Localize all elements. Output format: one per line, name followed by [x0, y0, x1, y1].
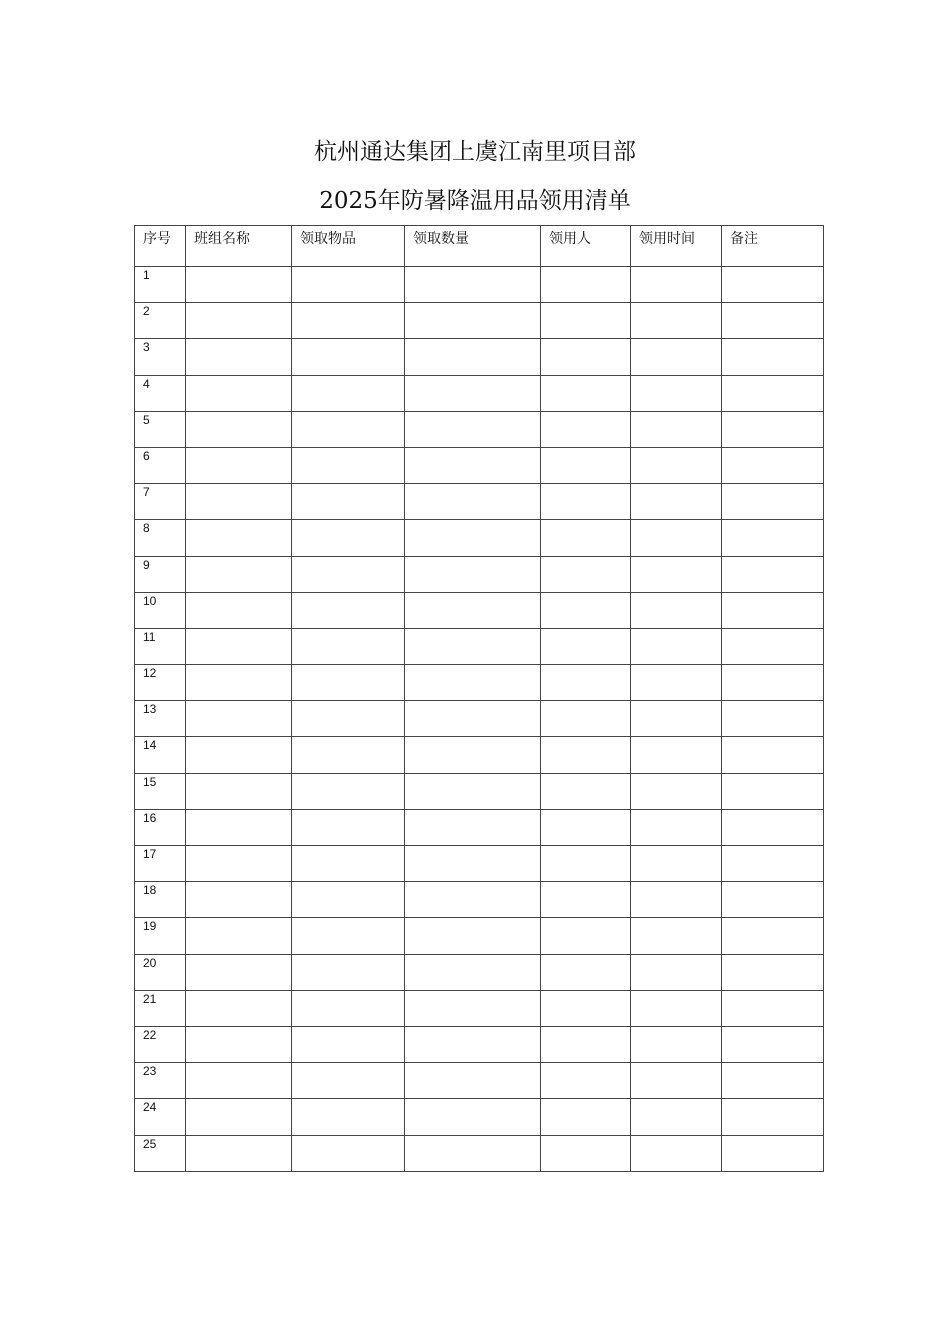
- remarks-cell: [722, 592, 824, 628]
- remarks-cell: [722, 628, 824, 664]
- recipient-cell: [541, 447, 631, 483]
- quantity-received-cell: [405, 846, 541, 882]
- recipient-cell: [541, 375, 631, 411]
- table-row: [135, 701, 824, 737]
- receipt-time-cell: [631, 846, 722, 882]
- table-body: [135, 267, 824, 1172]
- quantity-received-cell: [405, 809, 541, 845]
- item-received-cell: [292, 954, 405, 990]
- receipt-time-cell: [631, 339, 722, 375]
- team-name-cell: [186, 628, 292, 664]
- serial-number-cell: 17: [135, 846, 186, 882]
- table-header-row: [135, 226, 824, 267]
- recipient-cell: [541, 339, 631, 375]
- remarks-cell: [722, 1099, 824, 1135]
- receipt-time-cell: [631, 954, 722, 990]
- receipt-time-cell: [631, 267, 722, 303]
- team-name-cell: [186, 556, 292, 592]
- serial-number-cell: 14: [135, 737, 186, 773]
- remarks-cell: [722, 484, 824, 520]
- table-row: [135, 737, 824, 773]
- quantity-received-cell: [405, 1063, 541, 1099]
- team-name-cell: [186, 773, 292, 809]
- item-received-cell: [292, 267, 405, 303]
- receipt-time-cell: [631, 592, 722, 628]
- quantity-received-cell: [405, 447, 541, 483]
- team-name-cell: [186, 882, 292, 918]
- item-received-cell: [292, 520, 405, 556]
- item-received-cell: [292, 773, 405, 809]
- recipient-cell: [541, 1063, 631, 1099]
- remarks-cell: [722, 1063, 824, 1099]
- receipt-time-cell: [631, 375, 722, 411]
- recipient-cell: [541, 411, 631, 447]
- remarks-cell: [722, 375, 824, 411]
- receipt-time-cell: [631, 918, 722, 954]
- team-name-cell: [186, 1099, 292, 1135]
- serial-number-cell: 23: [135, 1063, 186, 1099]
- receipt-time-cell: [631, 411, 722, 447]
- quantity-received-cell: [405, 737, 541, 773]
- table-row: [135, 773, 824, 809]
- remarks-cell: [722, 846, 824, 882]
- serial-number-cell: 19: [135, 918, 186, 954]
- receipt-time-cell: [631, 520, 722, 556]
- team-name-cell: [186, 303, 292, 339]
- team-name-cell: [186, 954, 292, 990]
- remarks-cell: [722, 411, 824, 447]
- quantity-received-cell: [405, 918, 541, 954]
- item-received-cell: [292, 1135, 405, 1171]
- item-received-cell: [292, 1063, 405, 1099]
- remarks-cell: [722, 1026, 824, 1062]
- recipient-cell: [541, 990, 631, 1026]
- receipt-time-cell: [631, 665, 722, 701]
- table-row: [135, 520, 824, 556]
- item-received-cell: [292, 882, 405, 918]
- quantity-received-cell: [405, 339, 541, 375]
- item-received-cell: [292, 990, 405, 1026]
- quantity-received-cell: [405, 701, 541, 737]
- item-received-cell: [292, 484, 405, 520]
- remarks-cell: [722, 809, 824, 845]
- team-name-cell: [186, 846, 292, 882]
- header-serial-number: 序号: [135, 226, 186, 267]
- serial-number-cell: 7: [135, 484, 186, 520]
- team-name-cell: [186, 1135, 292, 1171]
- quantity-received-cell: [405, 1026, 541, 1062]
- team-name-cell: [186, 665, 292, 701]
- remarks-cell: [722, 520, 824, 556]
- item-received-cell: [292, 592, 405, 628]
- table-row: [135, 1099, 824, 1135]
- serial-number-cell: 22: [135, 1026, 186, 1062]
- team-name-cell: [186, 411, 292, 447]
- table-row: [135, 882, 824, 918]
- serial-number-cell: 1: [135, 267, 186, 303]
- serial-number-cell: 13: [135, 701, 186, 737]
- team-name-cell: [186, 484, 292, 520]
- header-recipient: 领用人: [541, 226, 631, 267]
- item-received-cell: [292, 918, 405, 954]
- quantity-received-cell: [405, 592, 541, 628]
- remarks-cell: [722, 990, 824, 1026]
- item-received-cell: [292, 628, 405, 664]
- remarks-cell: [722, 882, 824, 918]
- serial-number-cell: 10: [135, 592, 186, 628]
- table-row: [135, 918, 824, 954]
- remarks-cell: [722, 339, 824, 375]
- receipt-time-cell: [631, 990, 722, 1026]
- item-received-cell: [292, 1099, 405, 1135]
- header-remarks: 备注: [722, 226, 824, 267]
- team-name-cell: [186, 592, 292, 628]
- header-quantity-received: 领取数量: [405, 226, 541, 267]
- header-team-name: 班组名称: [186, 226, 292, 267]
- table-row: [135, 339, 824, 375]
- serial-number-cell: 24: [135, 1099, 186, 1135]
- recipient-cell: [541, 592, 631, 628]
- recipient-cell: [541, 701, 631, 737]
- item-received-cell: [292, 303, 405, 339]
- recipient-cell: [541, 556, 631, 592]
- item-received-cell: [292, 447, 405, 483]
- header-receipt-time: 领用时间: [631, 226, 722, 267]
- table-row: [135, 1135, 824, 1171]
- header-item-received: 领取物品: [292, 226, 405, 267]
- serial-number-cell: 6: [135, 447, 186, 483]
- remarks-cell: [722, 701, 824, 737]
- serial-number-cell: 18: [135, 882, 186, 918]
- serial-number-cell: 20: [135, 954, 186, 990]
- table-row: [135, 592, 824, 628]
- recipient-cell: [541, 846, 631, 882]
- recipient-cell: [541, 267, 631, 303]
- receipt-time-cell: [631, 809, 722, 845]
- remarks-cell: [722, 737, 824, 773]
- receipt-time-cell: [631, 1135, 722, 1171]
- receipt-time-cell: [631, 556, 722, 592]
- remarks-cell: [722, 1135, 824, 1171]
- table-row: [135, 484, 824, 520]
- table-row: [135, 809, 824, 845]
- table-row: [135, 411, 824, 447]
- team-name-cell: [186, 737, 292, 773]
- remarks-cell: [722, 303, 824, 339]
- document-title: 杭州通达集团上虞江南里项目部: [314, 139, 636, 165]
- table-row: [135, 303, 824, 339]
- team-name-cell: [186, 809, 292, 845]
- item-received-cell: [292, 701, 405, 737]
- table-row: [135, 628, 824, 664]
- table-row: [135, 1026, 824, 1062]
- recipient-cell: [541, 918, 631, 954]
- receipt-time-cell: [631, 701, 722, 737]
- team-name-cell: [186, 990, 292, 1026]
- receipt-time-cell: [631, 773, 722, 809]
- quantity-received-cell: [405, 411, 541, 447]
- table-row: [135, 1063, 824, 1099]
- recipient-cell: [541, 1135, 631, 1171]
- serial-number-cell: 9: [135, 556, 186, 592]
- serial-number-cell: 8: [135, 520, 186, 556]
- recipient-cell: [541, 1099, 631, 1135]
- remarks-cell: [722, 918, 824, 954]
- serial-number-cell: 25: [135, 1135, 186, 1171]
- recipient-cell: [541, 882, 631, 918]
- receipt-time-cell: [631, 737, 722, 773]
- item-received-cell: [292, 846, 405, 882]
- table-row: [135, 665, 824, 701]
- recipient-cell: [541, 809, 631, 845]
- quantity-received-cell: [405, 556, 541, 592]
- team-name-cell: [186, 701, 292, 737]
- serial-number-cell: 12: [135, 665, 186, 701]
- item-received-cell: [292, 809, 405, 845]
- quantity-received-cell: [405, 954, 541, 990]
- receipt-time-cell: [631, 628, 722, 664]
- recipient-cell: [541, 954, 631, 990]
- serial-number-cell: 2: [135, 303, 186, 339]
- serial-number-cell: 5: [135, 411, 186, 447]
- team-name-cell: [186, 918, 292, 954]
- serial-number-cell: 16: [135, 809, 186, 845]
- receipt-time-cell: [631, 1063, 722, 1099]
- quantity-received-cell: [405, 1135, 541, 1171]
- quantity-received-cell: [405, 882, 541, 918]
- table-row: [135, 846, 824, 882]
- document-subtitle: 2025年防暑降温用品领用清单: [319, 188, 631, 214]
- item-received-cell: [292, 375, 405, 411]
- remarks-cell: [722, 954, 824, 990]
- recipient-cell: [541, 303, 631, 339]
- team-name-cell: [186, 267, 292, 303]
- quantity-received-cell: [405, 484, 541, 520]
- receipt-time-cell: [631, 447, 722, 483]
- serial-number-cell: 15: [135, 773, 186, 809]
- recipient-cell: [541, 773, 631, 809]
- item-received-cell: [292, 737, 405, 773]
- team-name-cell: [186, 520, 292, 556]
- remarks-cell: [722, 556, 824, 592]
- table-row: [135, 990, 824, 1026]
- quantity-received-cell: [405, 665, 541, 701]
- recipient-cell: [541, 1026, 631, 1062]
- receipt-time-cell: [631, 1026, 722, 1062]
- recipient-cell: [541, 484, 631, 520]
- team-name-cell: [186, 447, 292, 483]
- quantity-received-cell: [405, 375, 541, 411]
- item-received-cell: [292, 665, 405, 701]
- team-name-cell: [186, 1026, 292, 1062]
- serial-number-cell: 11: [135, 628, 186, 664]
- quantity-received-cell: [405, 520, 541, 556]
- item-received-cell: [292, 1026, 405, 1062]
- receipt-time-cell: [631, 1099, 722, 1135]
- recipient-cell: [541, 628, 631, 664]
- table-row: [135, 447, 824, 483]
- remarks-cell: [722, 773, 824, 809]
- quantity-received-cell: [405, 267, 541, 303]
- issue-record-table: [134, 225, 824, 1172]
- receipt-time-cell: [631, 882, 722, 918]
- team-name-cell: [186, 1063, 292, 1099]
- item-received-cell: [292, 339, 405, 375]
- table-row: [135, 375, 824, 411]
- team-name-cell: [186, 339, 292, 375]
- table-row: [135, 954, 824, 990]
- serial-number-cell: 4: [135, 375, 186, 411]
- remarks-cell: [722, 665, 824, 701]
- receipt-time-cell: [631, 303, 722, 339]
- remarks-cell: [722, 447, 824, 483]
- quantity-received-cell: [405, 303, 541, 339]
- recipient-cell: [541, 665, 631, 701]
- table-row: [135, 556, 824, 592]
- team-name-cell: [186, 375, 292, 411]
- table-row: [135, 267, 824, 303]
- quantity-received-cell: [405, 990, 541, 1026]
- recipient-cell: [541, 737, 631, 773]
- quantity-received-cell: [405, 1099, 541, 1135]
- serial-number-cell: 21: [135, 990, 186, 1026]
- remarks-cell: [722, 267, 824, 303]
- item-received-cell: [292, 556, 405, 592]
- serial-number-cell: 3: [135, 339, 186, 375]
- receipt-time-cell: [631, 484, 722, 520]
- recipient-cell: [541, 520, 631, 556]
- item-received-cell: [292, 411, 405, 447]
- quantity-received-cell: [405, 628, 541, 664]
- quantity-received-cell: [405, 773, 541, 809]
